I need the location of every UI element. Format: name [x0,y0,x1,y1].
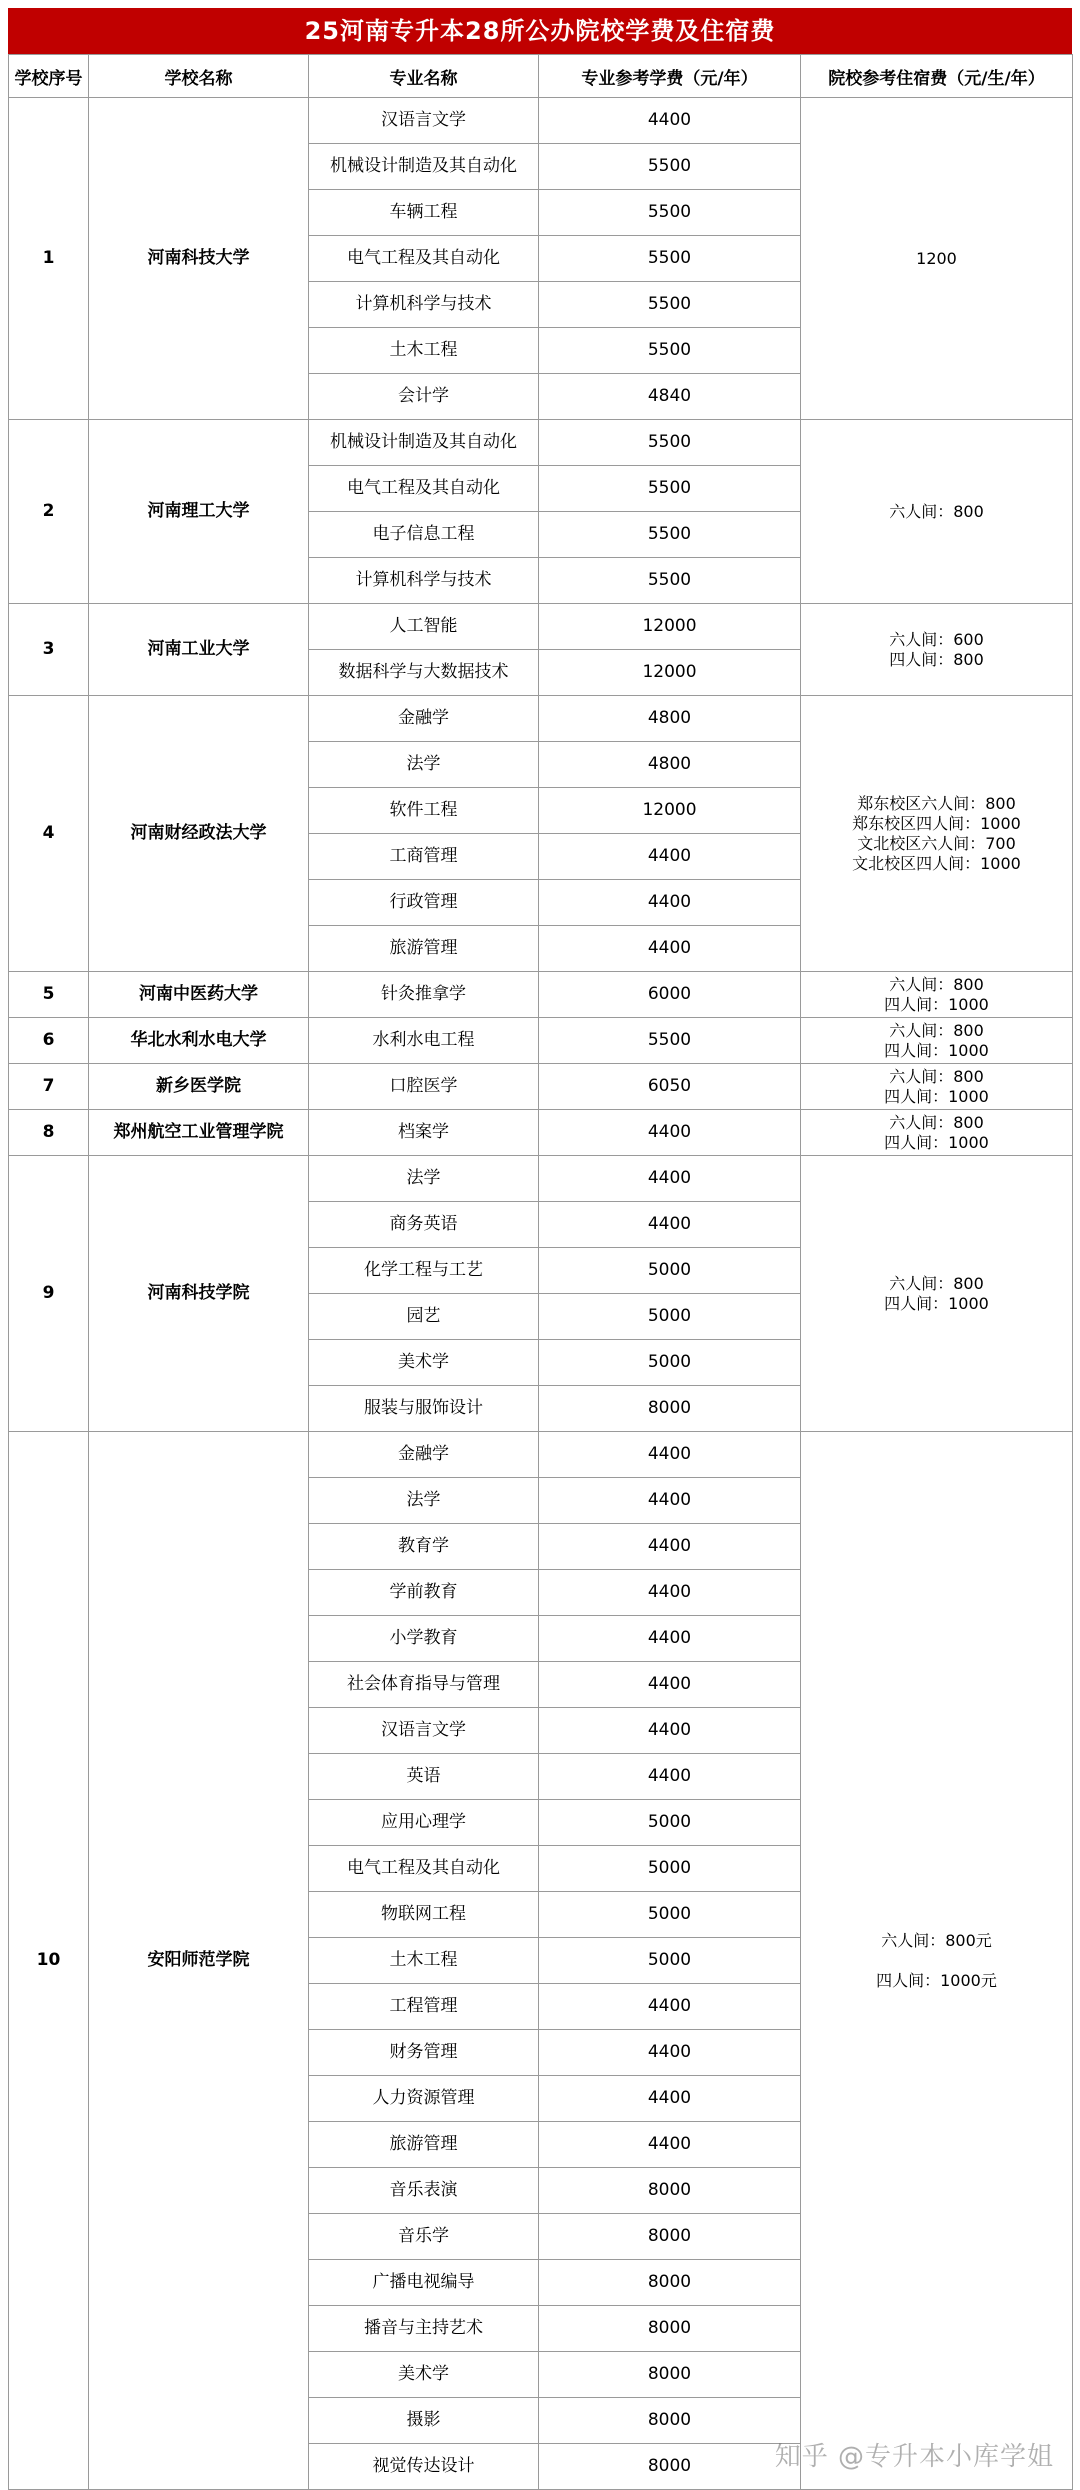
school-name: 河南财经政法大学 [89,696,309,972]
dorm-fee [801,1432,1073,2490]
table-row [9,696,1073,742]
dorm-fee-line: 郑东校区六人间：800 [857,793,1016,813]
table-row [9,1110,1073,1156]
school-name: 河南工业大学 [89,604,309,696]
school-name: 河南科技学院 [89,1156,309,1432]
major-name: 广播电视编导 [309,2260,539,2306]
school-number: 3 [9,604,89,696]
major-name: 应用心理学 [309,1800,539,1846]
major-name: 物联网工程 [309,1892,539,1938]
dorm-fee-line: 六人间：800 [889,974,984,994]
dorm-fee [801,1110,1073,1156]
school-number: 2 [9,420,89,604]
tuition-fee: 8000 [539,2214,801,2260]
dorm-fee-line: 六人间：800 [889,1112,984,1132]
major-name: 机械设计制造及其自动化 [309,420,539,466]
major-name: 口腔医学 [309,1064,539,1110]
major-name: 土木工程 [309,1938,539,1984]
table-title: 25河南专升本28所公办院校学费及住宿费 [8,8,1072,54]
tuition-fee: 5000 [539,1846,801,1892]
major-name: 金融学 [309,1432,539,1478]
major-name: 音乐学 [309,2214,539,2260]
major-name: 电气工程及其自动化 [309,466,539,512]
major-name: 计算机科学与技术 [309,282,539,328]
tuition-fee: 5500 [539,558,801,604]
school-name: 河南科技大学 [89,98,309,420]
school-number: 6 [9,1018,89,1064]
major-name: 美术学 [309,2352,539,2398]
tuition-fee: 5000 [539,1248,801,1294]
dorm-fee [801,696,1073,972]
tuition-fee: 4400 [539,1432,801,1478]
tuition-fee: 4400 [539,1616,801,1662]
major-name: 土木工程 [309,328,539,374]
tuition-fee: 4400 [539,1984,801,2030]
tuition-fee: 12000 [539,788,801,834]
tuition-fee: 8000 [539,2352,801,2398]
table-row [9,1432,1073,1478]
dorm-fee-line: 六人间：800 [889,1273,984,1293]
tuition-fee: 5500 [539,144,801,190]
school-number: 9 [9,1156,89,1432]
major-name: 社会体育指导与管理 [309,1662,539,1708]
tuition-fee: 4400 [539,1662,801,1708]
tuition-fee: 8000 [539,1386,801,1432]
dorm-fee [801,1018,1073,1064]
dorm-fee [801,1064,1073,1110]
tuition-fee: 8000 [539,2398,801,2444]
dorm-fee-line: 六人间：600 [889,629,984,649]
tuition-fee: 4840 [539,374,801,420]
header-dorm-fee: 院校参考住宿费（元/生/年） [801,55,1073,98]
major-name: 人力资源管理 [309,2076,539,2122]
major-name: 财务管理 [309,2030,539,2076]
major-name: 商务英语 [309,1202,539,1248]
school-number: 10 [9,1432,89,2490]
tuition-fee: 4400 [539,1570,801,1616]
tuition-fee: 4400 [539,926,801,972]
header-school-name: 学校名称 [89,55,309,98]
major-name: 针灸推拿学 [309,972,539,1018]
dorm-fee-line: 六人间：800元 [881,1930,992,1950]
dorm-fee-line: 四人间：1000 [884,994,989,1014]
school-name: 新乡医学院 [89,1064,309,1110]
major-name: 法学 [309,742,539,788]
tuition-fee: 8000 [539,2260,801,2306]
school-name: 郑州航空工业管理学院 [89,1110,309,1156]
tuition-fee: 4400 [539,2076,801,2122]
tuition-fee: 5500 [539,236,801,282]
table-row [9,98,1073,144]
major-name: 音乐表演 [309,2168,539,2214]
major-name: 电气工程及其自动化 [309,1846,539,1892]
tuition-fee: 8000 [539,2168,801,2214]
tuition-fee: 4800 [539,696,801,742]
tuition-fee: 4400 [539,1202,801,1248]
tuition-fee: 4400 [539,1478,801,1524]
dorm-fee-line [801,1951,1072,1971]
tuition-fee: 5500 [539,282,801,328]
tuition-fee: 12000 [539,604,801,650]
header-major-name: 专业名称 [309,55,539,98]
dorm-fee-line: 四人间：1000 [884,1293,989,1313]
tuition-fee: 4400 [539,1110,801,1156]
major-name: 水利水电工程 [309,1018,539,1064]
tuition-fee: 5000 [539,1892,801,1938]
tuition-fee: 5500 [539,1018,801,1064]
school-name: 华北水利水电大学 [89,1018,309,1064]
header-row [9,55,1073,98]
tuition-fee: 4400 [539,834,801,880]
tuition-fee: 5500 [539,466,801,512]
tuition-fee: 5000 [539,1294,801,1340]
tuition-fee: 4400 [539,2122,801,2168]
major-name: 会计学 [309,374,539,420]
tuition-fee: 4400 [539,1708,801,1754]
school-number: 8 [9,1110,89,1156]
school-number: 1 [9,98,89,420]
table-row [9,1064,1073,1110]
dorm-fee-line: 四人间：1000 [884,1086,989,1106]
dorm-fee-line: 郑东校区四人间：1000 [852,813,1021,833]
major-name: 汉语言文学 [309,98,539,144]
header-school-number: 学校序号 [9,55,89,98]
tuition-fee: 5500 [539,512,801,558]
major-name: 法学 [309,1478,539,1524]
major-name: 美术学 [309,1340,539,1386]
major-name: 计算机科学与技术 [309,558,539,604]
school-name: 河南中医药大学 [89,972,309,1018]
dorm-fee-line: 四人间：1000元 [876,1970,997,1990]
school-name: 安阳师范学院 [89,1432,309,2490]
major-name: 英语 [309,1754,539,1800]
tuition-fee: 5000 [539,1938,801,1984]
tuition-fee: 5500 [539,328,801,374]
dorm-fee [801,420,1073,604]
table-row [9,1018,1073,1064]
dorm-fee-line: 文北校区六人间：700 [857,833,1016,853]
major-name: 数据科学与大数据技术 [309,650,539,696]
tuition-fee: 5500 [539,420,801,466]
table-row [9,1156,1073,1202]
major-name: 汉语言文学 [309,1708,539,1754]
dorm-fee-line: 六人间：800 [889,1066,984,1086]
major-name: 播音与主持艺术 [309,2306,539,2352]
major-name: 旅游管理 [309,926,539,972]
major-name: 旅游管理 [309,2122,539,2168]
major-name: 工程管理 [309,1984,539,2030]
tuition-fee: 4400 [539,1754,801,1800]
major-name: 行政管理 [309,880,539,926]
school-number: 4 [9,696,89,972]
major-name: 小学教育 [309,1616,539,1662]
tuition-fee: 4400 [539,98,801,144]
school-number: 5 [9,972,89,1018]
major-name: 人工智能 [309,604,539,650]
dorm-fee-line: 六人间：800 [889,501,984,521]
tuition-fee: 6000 [539,972,801,1018]
fee-table-body [9,98,1073,2490]
tuition-fee: 6050 [539,1064,801,1110]
table-row [9,420,1073,466]
major-name: 视觉传达设计 [309,2444,539,2490]
major-name: 机械设计制造及其自动化 [309,144,539,190]
major-name: 服装与服饰设计 [309,1386,539,1432]
school-number: 7 [9,1064,89,1110]
major-name: 电气工程及其自动化 [309,236,539,282]
dorm-fee-line: 六人间：800 [889,1020,984,1040]
major-name: 电子信息工程 [309,512,539,558]
tuition-fee: 12000 [539,650,801,696]
fee-table-sheet [8,8,1072,2490]
major-name: 学前教育 [309,1570,539,1616]
school-name: 河南理工大学 [89,420,309,604]
major-name: 档案学 [309,1110,539,1156]
dorm-fee [801,98,1073,420]
tuition-fee: 5000 [539,1340,801,1386]
major-name: 金融学 [309,696,539,742]
tuition-fee: 4400 [539,1156,801,1202]
major-name: 园艺 [309,1294,539,1340]
tuition-fee: 4800 [539,742,801,788]
dorm-fee-line: 文北校区四人间：1000 [852,853,1021,873]
tuition-fee: 5500 [539,190,801,236]
table-row [9,604,1073,650]
fee-table [8,54,1073,2490]
major-name: 摄影 [309,2398,539,2444]
table-row [9,972,1073,1018]
major-name: 软件工程 [309,788,539,834]
major-name: 化学工程与工艺 [309,1248,539,1294]
dorm-fee [801,604,1073,696]
dorm-fee-line: 四人间：800 [889,649,984,669]
dorm-fee [801,972,1073,1018]
major-name: 工商管理 [309,834,539,880]
tuition-fee: 8000 [539,2444,801,2490]
dorm-fee-line: 1200 [916,248,957,268]
zhihu-watermark: 知乎 @专升本小库学姐 [774,2442,1054,2472]
tuition-fee: 4400 [539,2030,801,2076]
tuition-fee: 4400 [539,1524,801,1570]
major-name: 车辆工程 [309,190,539,236]
dorm-fee [801,1156,1073,1432]
tuition-fee: 8000 [539,2306,801,2352]
major-name: 法学 [309,1156,539,1202]
dorm-fee-line: 四人间：1000 [884,1040,989,1060]
dorm-fee-line: 四人间：1000 [884,1132,989,1152]
tuition-fee: 4400 [539,880,801,926]
tuition-fee: 5000 [539,1800,801,1846]
header-tuition: 专业参考学费（元/年） [539,55,801,98]
major-name: 教育学 [309,1524,539,1570]
